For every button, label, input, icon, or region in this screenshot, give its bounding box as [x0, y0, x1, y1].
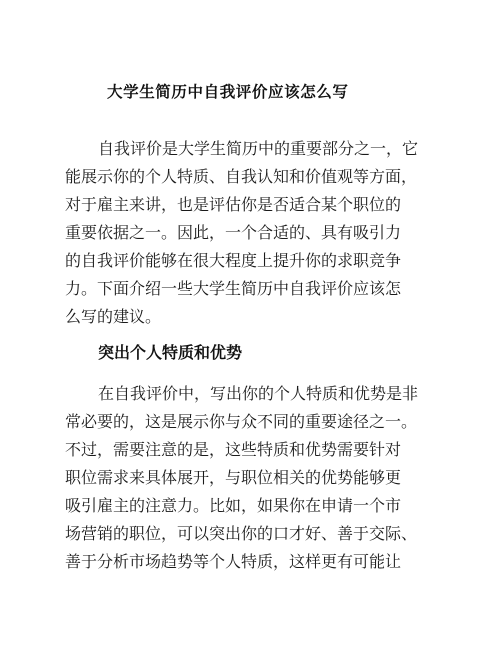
section-line-4: 职位需求来具体展开，与职位相关的优势能够更	[65, 468, 402, 487]
section-line-2: 常必要的，这是展示你与众不同的重要途径之一。	[65, 412, 418, 431]
section-line-1: 在自我评价中，写出你的个人特质和优势是非	[98, 384, 419, 403]
section-line-6: 场营销的职位，可以突出你的口才好、善于交际、	[65, 524, 418, 543]
intro-line-6: 力。下面介绍一些大学生简历中自我评价应该怎	[65, 279, 402, 298]
intro-line-2: 能展示你的个人特质、自我认知和价值观等方面，	[65, 167, 418, 186]
section-line-7: 善于分析市场趋势等个人特质，这样更有可能让	[65, 552, 402, 571]
intro-line-4: 重要依据之一。因此，一个合适的、具有吸引力	[65, 223, 402, 242]
section-line-5: 吸引雇主的注意力。比如，如果你在申请一个市	[65, 496, 402, 515]
section-line-3: 不过，需要注意的是，这些特质和优势需要针对	[65, 440, 402, 459]
document-title: 大学生简历中自我评价应该怎么写	[107, 83, 349, 101]
intro-line-1: 自我评价是大学生简历中的重要部分之一，它	[98, 139, 419, 158]
intro-line-7: 么写的建议。	[65, 307, 162, 326]
intro-line-3: 对于雇主来讲，也是评估你是否适合某个职位的	[65, 195, 402, 214]
intro-line-5: 的自我评价能够在很大程度上提升你的求职竞争	[65, 251, 402, 270]
section-heading: 突出个人特质和优势	[98, 343, 243, 362]
